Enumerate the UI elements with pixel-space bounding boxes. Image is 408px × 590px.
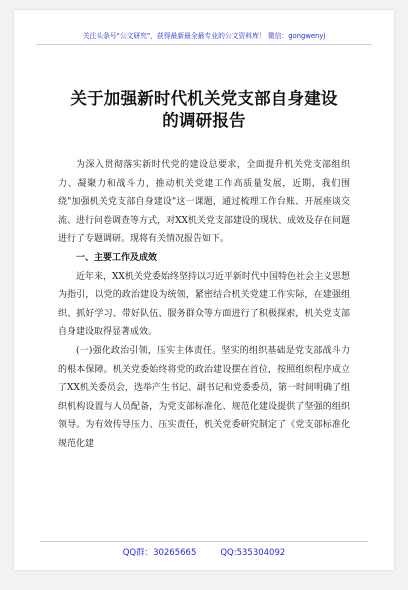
- intro-paragraph: 为深入贯彻落实新时代党的建设总要求，全面提升机关党支部组织力、凝聚力和战斗力，推动机关党建工作高质量发展，近期，我们围绕"加强机关党支部自身建设"这一课题，通过梳理工作台账、开展座谈交流、进行问卷调查等方式，对XX机关党支部建设的现状、成效及存在问题进行了专题调研。现将有关情况报告如下。: [58, 160, 350, 245]
- footer-divider: [40, 541, 368, 542]
- section-paragraph: 近年来，XX机关党委始终坚持以习近平新时代中国特色社会主义思想为指引，以党的政治建设为统领，紧密结合机关党建工作实际，在建强组织、抓好学习、带好队伍、服务群众等方面进行了积极探索，机关党支部自身建设取得显著成效。: [58, 271, 350, 338]
- footer-qq: QQ:535304092: [220, 548, 286, 558]
- title-line-1: 关于加强新时代机关党支部自身建设: [70, 89, 338, 108]
- document-page: [14, 10, 394, 570]
- footer-qq-group: QQ群：30265665: [122, 548, 197, 558]
- header-banner: 关注头条号"公文研究"，获得最新最全最专业的公文资料库！ 微信：gongwenyj: [82, 32, 326, 40]
- document-title: [44, 88, 364, 132]
- title-line-2: 的调研报告: [162, 111, 246, 130]
- footer: [14, 546, 394, 558]
- document-body: [58, 156, 350, 454]
- header-divider: [36, 44, 372, 45]
- section-heading: 一、主要工作及成效: [76, 252, 158, 263]
- subsection-paragraph: (一)强化政治引领，压实主体责任。坚实的组织基础是党支部战斗力的根本保障。机关党委始终将党的政治建设摆在首位，按照组织程序成立了XX机关委员会，选举产生书记、副书记和党委委员，第一时间明确了组织机构设置与人员配备，为党支部标准化、规范化建设提供了坚强的组织领导。为有效传导压力、压实责任，机关党委研究制定了《党支部标准化规范化建: [58, 345, 350, 449]
